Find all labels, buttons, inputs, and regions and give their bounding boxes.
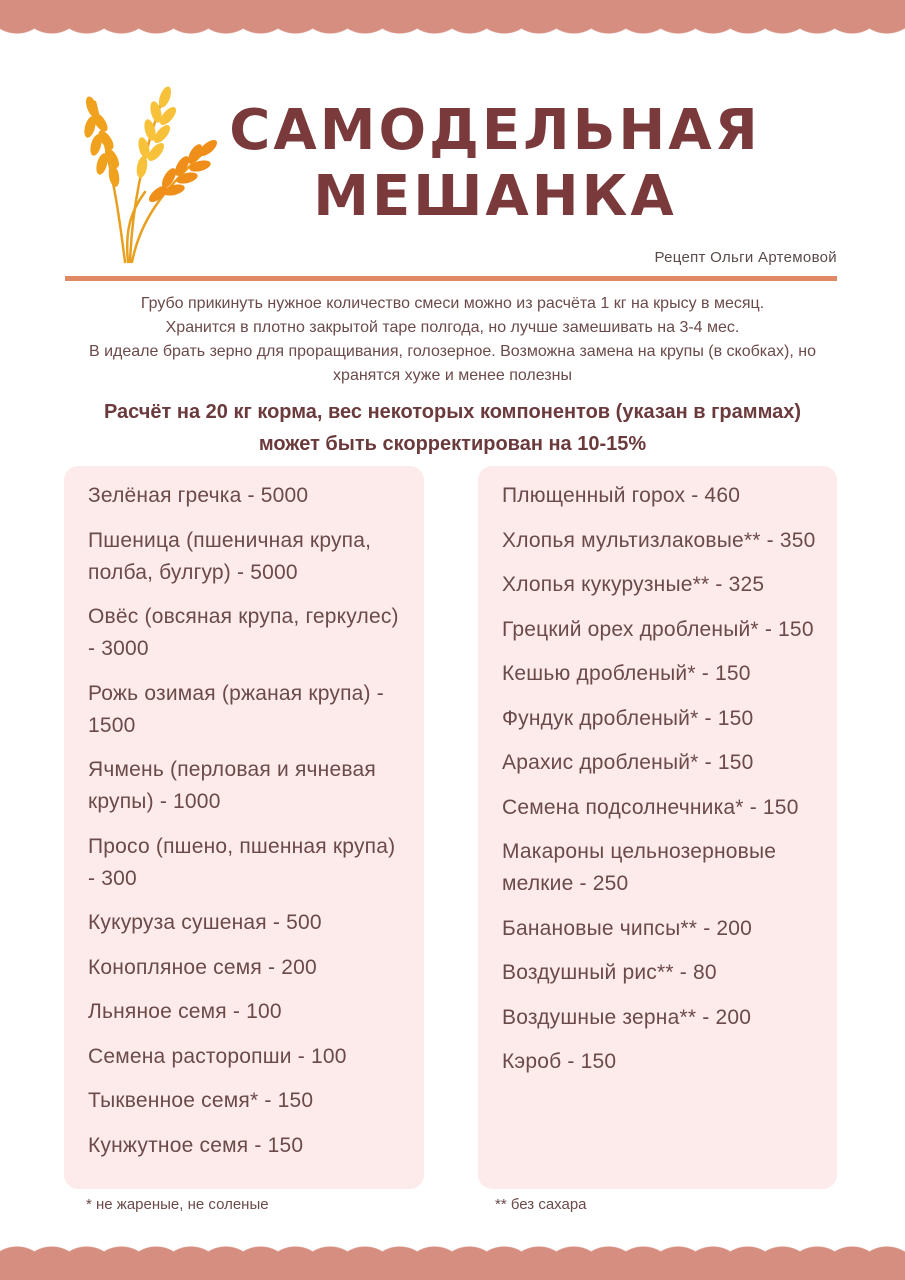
ingredient-item: Льняное семя - 100 bbox=[88, 1000, 282, 1023]
bottom-scallop-border bbox=[0, 1232, 905, 1280]
divider-line bbox=[65, 276, 837, 281]
top-scallop-border bbox=[0, 0, 905, 48]
ingredient-item: Овёс (овсяная крупа, геркулес) - 3000 bbox=[88, 605, 399, 660]
ingredient-item: Хлопья кукурузные** - 325 bbox=[502, 573, 765, 596]
ingredient-item: Зелёная гречка - 5000 bbox=[88, 484, 309, 507]
ingredient-item: Конопляное семя - 200 bbox=[88, 955, 317, 979]
intro-line-1: Грубо прикинуть нужное количество смеси можно из расчёта 1 кг на крысу в месяц. bbox=[140, 295, 765, 312]
ingredients-card-left bbox=[64, 466, 424, 1189]
calc-line-1: Расчёт на 20 кг корма, вес некоторых компонентов (указан в граммах) bbox=[103, 401, 802, 423]
ingredient-item: Плющенный горох - 460 bbox=[502, 484, 741, 507]
ingredients-card-right bbox=[478, 466, 837, 1189]
footnote-single-star: * не жареные, не соленые bbox=[86, 1196, 269, 1213]
ingredient-item: Кунжутное семя - 150 bbox=[88, 1133, 304, 1157]
ingredient-item: Семена подсолнечника* - 150 bbox=[502, 795, 799, 819]
ingredient-item: Рожь озимая (ржаная крупа) - 1500 bbox=[88, 681, 384, 737]
intro-line-2: Хранится в плотно закрытой таре полгода, но лучше замешивать на 3-4 мес. bbox=[165, 319, 740, 336]
ingredient-item: Тыквенное семя* - 150 bbox=[88, 1089, 314, 1112]
calculation-note bbox=[30, 396, 875, 460]
ingredient-item: Семена расторопши - 100 bbox=[88, 1044, 347, 1068]
intro-line-3: В идеале брать зерно для проращивания, голозерное. Возможна замена на крупы (в скобках), но хранятся хуже и менее полезны bbox=[88, 343, 816, 384]
wheat-icon bbox=[70, 72, 220, 267]
ingredient-item: Пшеница (пшеничная крупа, полба, булгур) - 5000 bbox=[88, 528, 372, 584]
ingredient-item: Воздушные зерна** - 200 bbox=[502, 1005, 752, 1029]
recipe-author: Рецепт Ольги Артемовой bbox=[654, 249, 837, 266]
ingredient-item: Кэроб - 150 bbox=[502, 1050, 617, 1073]
title-line-1: САМОДЕЛЬНАЯ bbox=[229, 98, 761, 163]
ingredient-item: Воздушный рис** - 80 bbox=[502, 961, 717, 984]
ingredient-item: Макароны цельнозерновые мелкие - 250 bbox=[502, 840, 777, 895]
ingredient-item: Грецкий орех дробленый* - 150 bbox=[502, 617, 814, 641]
ingredient-item: Банановые чипсы** - 200 bbox=[502, 916, 753, 940]
ingredient-item: Хлопья мультизлаковые** - 350 bbox=[502, 528, 816, 552]
intro-text bbox=[55, 292, 850, 388]
ingredient-item: Ячмень (перловая и ячневая крупы) - 1000 bbox=[88, 758, 376, 813]
title-line-2: МЕШАНКА bbox=[313, 164, 677, 229]
ingredient-item: Фундук дробленый* - 150 bbox=[502, 706, 754, 730]
ingredient-item: Просо (пшено, пшенная крупа) - 300 bbox=[88, 834, 396, 890]
ingredient-item: Кукуруза сушеная - 500 bbox=[88, 911, 322, 934]
footnote-double-star: ** без сахара bbox=[495, 1196, 587, 1213]
ingredient-item: Арахис дробленый* - 150 bbox=[502, 751, 754, 774]
ingredient-item: Кешью дробленый* - 150 bbox=[502, 662, 751, 685]
page-title bbox=[225, 98, 765, 230]
calc-line-2: может быть скорректирован на 10-15% bbox=[258, 433, 647, 455]
